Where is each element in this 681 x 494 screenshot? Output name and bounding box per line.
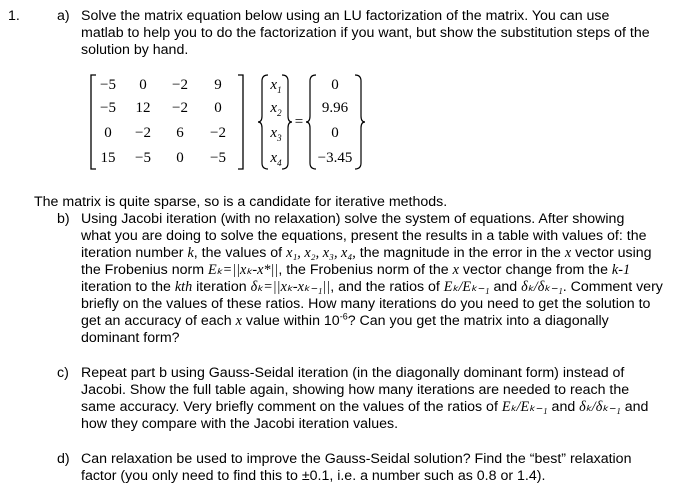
matrix-cell: −2 [172, 77, 188, 93]
matrix-cell: 9 [214, 77, 222, 93]
part-d-line-1: Can relaxation be used to improve the Gauss-Seidal solution? Find the “best” relaxation [81, 451, 632, 467]
part-b-line-8: dominant form? [81, 330, 180, 346]
rhs-entry: 0 [331, 77, 339, 93]
part-b-line-3: iteration number k, the values of x₁, x₂, x₃, x₄, the magnitude in the error in the x vector using [81, 245, 652, 261]
matrix-cell: 15 [100, 150, 116, 166]
matrix-cell: −2 [172, 100, 188, 116]
part-d-label: d) [57, 451, 70, 467]
rhs-entry: 0 [331, 125, 339, 141]
x-vector-entry: $x_1$ [270, 77, 282, 95]
matrix-cell: −5 [135, 150, 151, 166]
part-a-line-2: matlab to help you to do the factorization if you want, but show the substitution steps of the [81, 25, 650, 41]
matrix-cell: 6 [176, 125, 184, 141]
part-b-line-4: the Frobenius norm Eₖ=||xₖ-x*||, the Frobenius norm of the x vector change from the k-1 [81, 262, 631, 278]
part-b-label: b) [57, 211, 70, 227]
matrix-cell: 0 [139, 77, 147, 93]
part-b-line-5: iteration to the kth iteration δₖ=||xₖ-xₖ₋₁||, and the ratios of Eₖ/Eₖ₋₁ and δₖ/δₖ₋₁. Comment very [81, 279, 663, 295]
part-c-label: c) [57, 365, 69, 381]
matrix-cell: 12 [135, 100, 151, 116]
part-b-line-2: what you are doing to solve the equations, present the results in a table with values of: the [81, 228, 647, 244]
part-b-line-7: get an accuracy of each x value within $10^{-6}$? Can you get the matrix into a diagonally [81, 311, 609, 329]
part-c-line-2: Jacobi. Show the full table again, showing how many iterations are needed to reach the [81, 382, 630, 398]
matrix-cell: −2 [210, 125, 226, 141]
x-vector-entry: $x_3$ [270, 125, 282, 143]
rhs-entry: 9.96 [321, 100, 349, 116]
matrix-equation [88, 73, 368, 173]
x-vector-entry: $x_2$ [270, 100, 282, 118]
part-d-line-2: factor (you only need to find this to ±0.1, i.e. a number such as 0.8 or 1.4). [81, 468, 546, 484]
rhs-entry: −3.45 [317, 150, 353, 166]
matrix-cell: −5 [210, 150, 226, 166]
problem-number: 1. [8, 8, 20, 24]
matrix-cell: −5 [100, 77, 116, 93]
part-c-line-4: how they compare with the Jacobi iteration values. [81, 416, 399, 432]
part-a-line-3: solution by hand. [81, 42, 189, 58]
part-b-line-6: briefly on the values of these ratios. How many iterations do you need to get the solution to [81, 296, 651, 312]
part-c-line-1: Repeat part b using Gauss-Seidal iteration (in the diagonally dominant form) instead of [81, 365, 625, 381]
matrix-cell: 0 [176, 150, 184, 166]
x-vector-entry: $x_4$ [270, 150, 282, 168]
part-b-line-1: Using Jacobi iteration (with no relaxation) solve the system of equations. After showing [81, 211, 625, 227]
sparse-note: The matrix is quite sparse, so is a candidate for iterative methods. [34, 194, 448, 210]
matrix-cell: −5 [100, 100, 116, 116]
matrix-cell: 0 [104, 125, 112, 141]
equals-sign: = [294, 114, 304, 130]
part-c-line-3: same accuracy. Very briefly comment on the values of the ratios of Eₖ/Eₖ₋₁ and δₖ/δₖ₋₁ and [81, 399, 649, 415]
part-a-label: a) [57, 8, 70, 24]
matrix-cell: 0 [214, 100, 222, 116]
part-a-line-1: Solve the matrix equation below using an LU factorization of the matrix. You can use [81, 8, 610, 24]
matrix-cell: −2 [135, 125, 151, 141]
